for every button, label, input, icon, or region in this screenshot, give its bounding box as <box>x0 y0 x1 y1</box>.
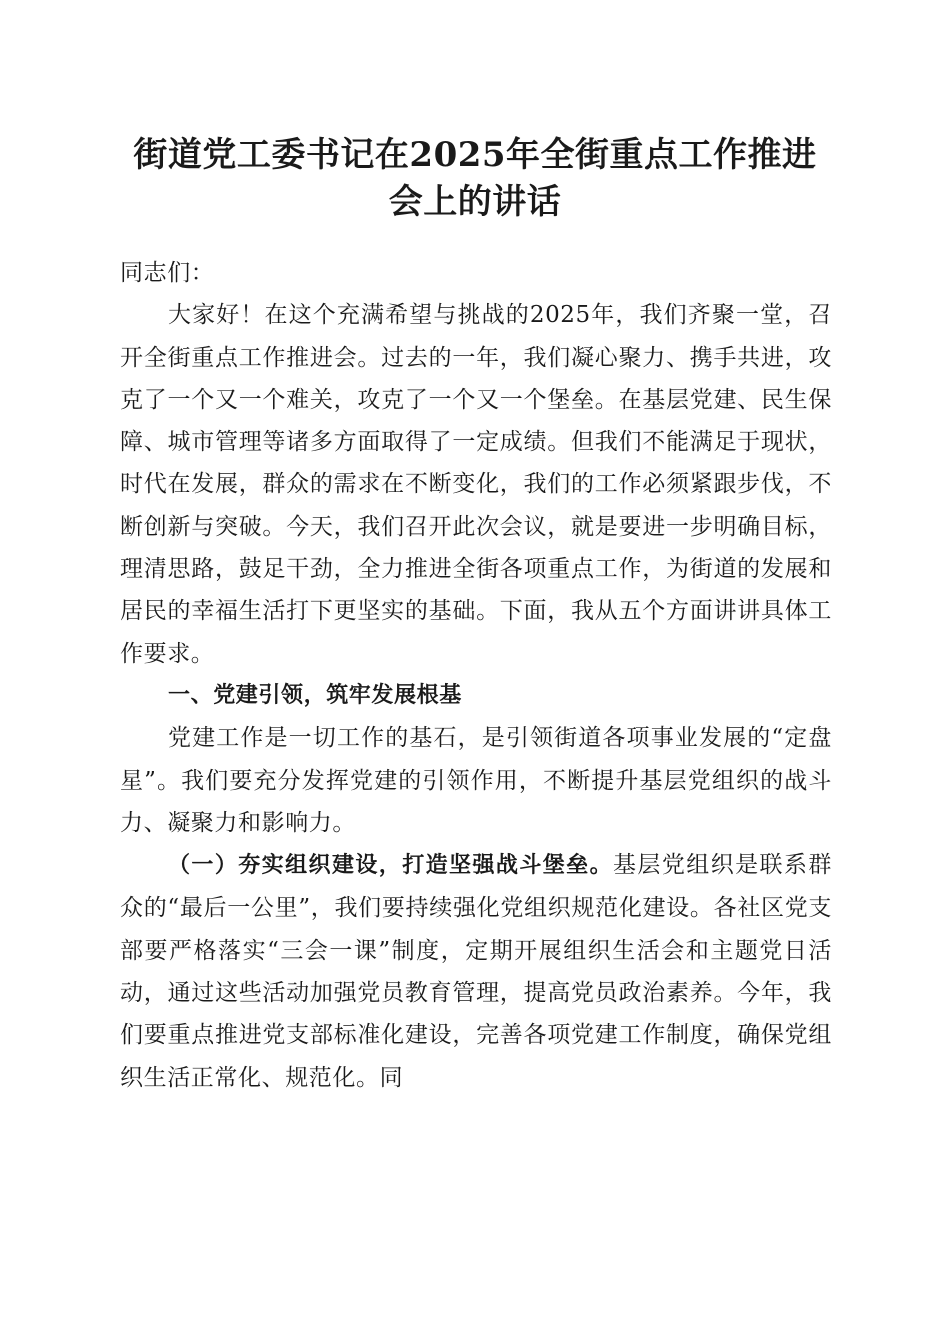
document-title <box>100 132 850 226</box>
section-1-paragraph: 党建工作是一切工作的基石，是引领街道各项事业发展的“定盘星”。我们要充分发挥党建的引领作用，不断提升基层党组织的战斗力、凝聚力和影响力。 <box>120 725 832 836</box>
document-body <box>120 252 832 1099</box>
title-line-1: 街道党工委书记在2025年全街重点工作推进 <box>133 135 817 175</box>
intro-paragraph: 大家好！在这个充满希望与挑战的2025年，我们齐聚一堂，召开全街重点工作推进会。过去的一年，我们凝心聚力、携手共进，攻克了一个又一个难关，攻克了一个又一个堡垒。在基层党建、民生保障、城市管理等诸多方面取得了一定成绩。但我们不能满足于现状，时代在发展，群众的需求在不断变化，我们的工作必须紧跟步伐，不断创新与突破。今天，我们召开此次会议，就是要进一步明确目标，理清思路，鼓足干劲，全力推进全街各项重点工作，为街道的发展和居民的幸福生活打下更坚实的基础。下面，我从五个方面讲讲具体工作要求。 <box>120 302 832 667</box>
subsection-1-text: 基层党组织是联系群众的“最后一公里”，我们要持续强化党组织规范化建设。各社区党支部要严格落实“三会一课”制度，定期开展组织生活会和主题党日活动，通过这些活动加强党员教育管理，提高党员政治素养。今年，我们要重点推进党支部标准化建设，完善各项党建工作制度，确保党组织生活正常化、规范化。同 <box>120 852 832 1091</box>
subsection-1-paragraph <box>120 844 832 1099</box>
section-1-heading: 一、党建引领，筑牢发展根基 <box>168 682 462 708</box>
subsection-1-lead: （一）夯实组织建设，打造坚强战斗堡垒。 <box>168 853 614 879</box>
title-line-2: 会上的讲话 <box>388 182 562 222</box>
salutation: 同志们： <box>120 260 215 286</box>
